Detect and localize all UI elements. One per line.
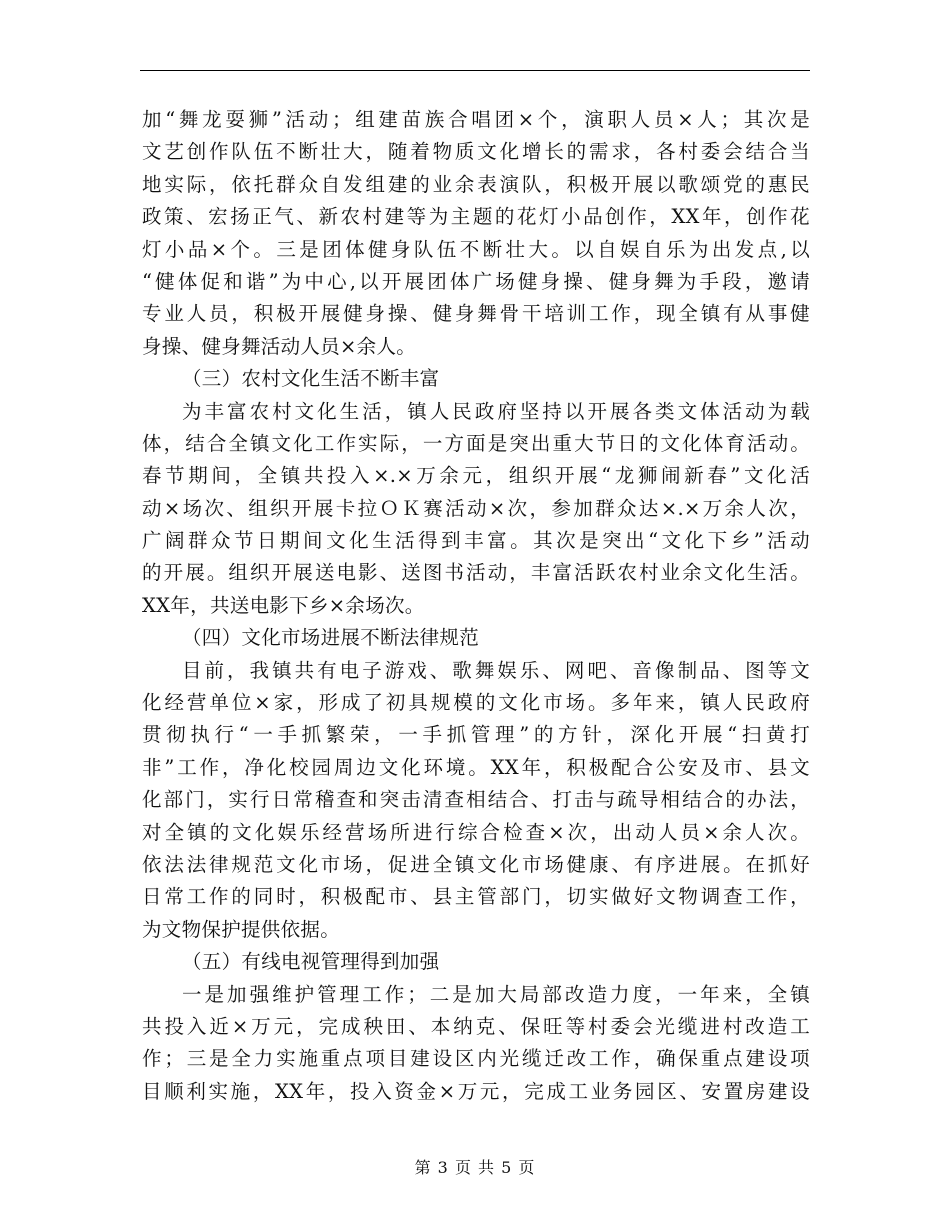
section-heading: （三）农村文化生活不断丰富 [182,367,440,391]
section-heading: （五）有线电视管理得到加强 [182,950,440,974]
text-line: 为文物保护提供依据。 [142,917,341,941]
text-line: 日常工作的同时，积极配市、县主管部门，切实做好文物调查工作， [142,885,810,909]
text-line: 非”工作，净化校园周边文化环境。XX年，积极配合公安及市、县文 [142,755,810,779]
text-line: “健体促和谐”为中心,以开展团体广场健身操、健身舞为手段，邀请 [142,269,810,293]
text-line: 广阔群众节日期间文化生活得到丰富。其次是突出“文化下乡”活动 [142,529,810,553]
text-line: 地实际，依托群众自发组建的业余表演队，积极开展以歌颂党的惠民 [142,172,810,196]
text-line: 为丰富农村文化生活，镇人民政府坚持以开展各类文体活动为载 [182,399,810,423]
text-line: 贯彻执行“一手抓繁荣，一手抓管理”的方针，深化开展“扫黄打 [142,723,810,747]
section-heading: （四）文化市场进展不断法律规范 [182,626,480,650]
text-line: 一是加强维护管理工作；二是加大局部改造力度，一年来，全镇 [182,982,810,1006]
text-line: 目前，我镇共有电子游戏、歌舞娱乐、网吧、音像制品、图等文 [182,658,810,682]
text-line: 政策、宏扬正气、新农村建等为主题的花灯小品创作，XX年，创作花 [142,205,810,229]
text-line: 目顺利实施，XX年，投入资金×万元，完成工业务园区、安置房建设 [142,1079,810,1103]
text-line: 对全镇的文化娱乐经营场所进行综合检查×次，出动人员×余人次。 [142,820,810,844]
text-line: 共投入近×万元，完成秧田、本纳克、保旺等村委会光缆进村改造工 [142,1014,810,1038]
text-line: 化部门，实行日常稽查和突击清查相结合、打击与疏导相结合的办法， [142,788,810,812]
text-line: 身操、健身舞活动人员×余人。 [142,334,417,358]
text-line: 灯小品×个。三是团体健身队伍不断壮大。以自娱自乐为出发点,以 [142,237,810,261]
text-line: 体，结合全镇文化工作实际，一方面是突出重大节日的文化体育活动。 [142,431,810,455]
text-line: 化经营单位×家，形成了初具规模的文化市场。多年来，镇人民政府 [142,691,810,715]
document-body [142,104,810,1108]
text-line: 加“舞龙耍狮”活动；组建苗族合唱团×个，演职人员×人；其次是 [142,108,810,131]
text-line: 专业人员，积极开展健身操、健身舞骨干培训工作，现全镇有从事健 [142,302,810,326]
text-line: 作；三是全力实施重点项目建设区内光缆迁改工作，确保重点建设项 [142,1047,810,1071]
text-line: 春节期间，全镇共投入×.×万余元，组织开展“龙狮闹新春”文化活 [142,464,810,488]
text-line: XX年，共送电影下乡×余场次。 [142,593,425,617]
text-line: 动×场次、组织开展卡拉ＯＫ赛活动×次，参加群众达×.×万余人次， [142,496,810,520]
page-footer: 第 3 页 共 5 页 [414,1158,536,1177]
text-line: 文艺创作队伍不断壮大，随着物质文化增长的需求，各村委会结合当 [142,140,810,164]
header-rule [140,70,810,71]
text-line: 依法法律规范文化市场，促进全镇文化市场健康、有序进展。在抓好 [142,852,810,876]
text-line: 的开展。组织开展送电影、送图书活动，丰富活跃农村业余文化生活。 [142,561,810,585]
